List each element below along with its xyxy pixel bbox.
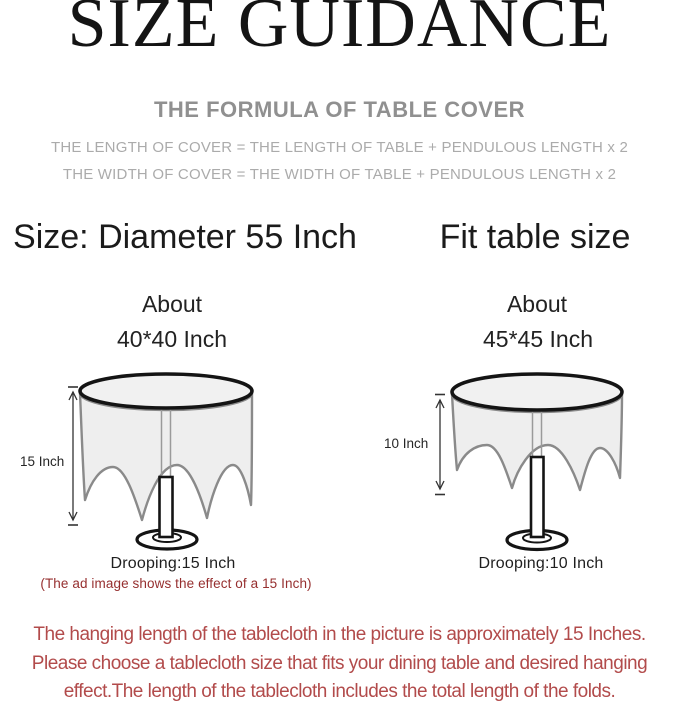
ad-effect-note: (The ad image shows the effect of a 15 Inch) <box>40 576 312 591</box>
right-size-label: 45*45 Inch <box>483 326 593 352</box>
formula-subtitle: THE FORMULA OF TABLE COVER <box>153 97 526 122</box>
footer-line-3: effect.The length of the tablecloth includes the total length of the folds. <box>63 681 616 701</box>
formula-length-line: THE LENGTH OF COVER = THE LENGTH OF TABLE + PENDULOUS LENGTH x 2 <box>50 139 629 156</box>
left-about-label: About <box>141 291 203 317</box>
left-size-label: 40*40 Inch <box>117 326 227 352</box>
right-about-label: About <box>506 291 568 317</box>
left-column-heading: Size: Diameter 55 Inch <box>13 218 357 256</box>
page-title: SIZE GUIDANCE <box>67 0 612 62</box>
footer-note <box>0 621 679 701</box>
left-drooping-label: Drooping:15 Inch <box>110 555 236 572</box>
footer-line-1: The hanging length of the tablecloth in the picture is approximately 15 Inches. <box>33 624 646 645</box>
footer-line-2: Please choose a tablecloth size that fits your dining table and desired hanging <box>31 652 648 674</box>
tablecloth-diagram-10inch <box>415 367 645 562</box>
tablecloth-diagram-15inch <box>40 367 270 562</box>
right-drop-height-label: 10 Inch <box>384 436 429 451</box>
right-column-heading: Fit table size <box>439 218 631 256</box>
formula-width-line: THE WIDTH OF COVER = THE WIDTH OF TABLE + PENDULOUS LENGTH x 2 <box>62 166 617 183</box>
left-drop-height-label: 15 Inch <box>20 454 65 469</box>
right-drooping-label: Drooping:10 Inch <box>478 555 604 572</box>
